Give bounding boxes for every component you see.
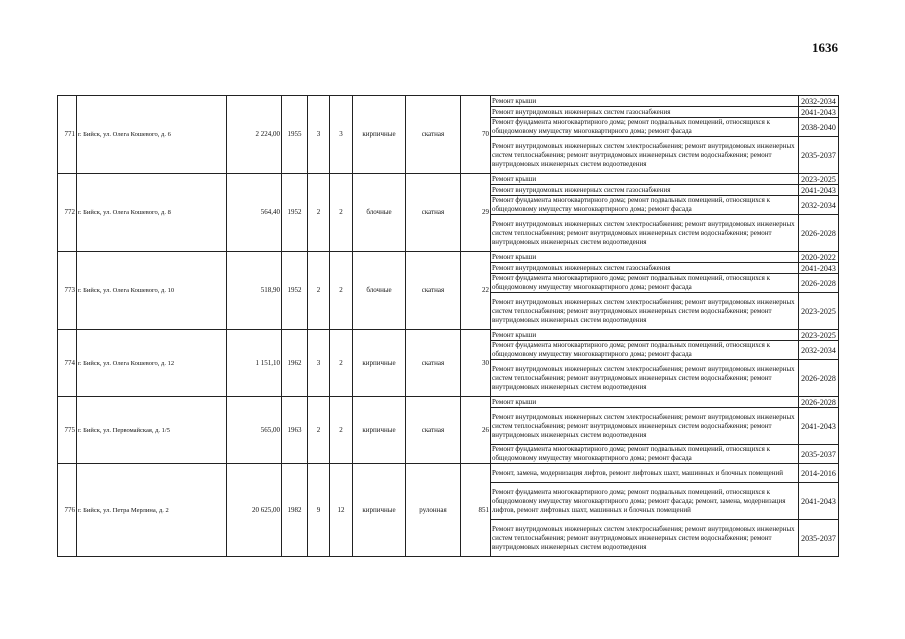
work-description: Ремонт крыши xyxy=(491,330,799,341)
work-description: Ремонт фундамента многоквартирного дома; ремонт подвальных помещений, относящихся к общедомовому имуществу многоквартирного дома; ремонт фасада xyxy=(491,196,799,215)
work-description: Ремонт внутридомовых инженерных систем электроснабжения; ремонт внутридомовых инженерных систем теплоснабжения; ремонт внутридомовых инженерных систем водоснабжения; ремонт внутридомовых инженерных систем водоотведения xyxy=(491,293,799,330)
work-period: 2026-2028 xyxy=(799,274,839,293)
work-description: Ремонт крыши xyxy=(491,96,799,107)
residents-count: 70 xyxy=(461,96,491,174)
wall-material: кирпичные xyxy=(353,397,406,464)
house-year: 1963 xyxy=(282,397,308,464)
wall-material: кирпичные xyxy=(353,330,406,397)
house-floors-max: 2 xyxy=(330,330,353,397)
work-description: Ремонт внутридомовых инженерных систем электроснабжения; ремонт внутридомовых инженерных систем теплоснабжения; ремонт внутридомовых инженерных систем водоснабжения; ремонт внутридомовых инженерных систем водоотведения xyxy=(491,215,799,252)
house-number: 774 xyxy=(58,330,77,397)
work-period: 2041-2043 xyxy=(799,483,839,520)
work-period: 2023-2025 xyxy=(799,174,839,185)
house-year: 1952 xyxy=(282,252,308,330)
work-description: Ремонт внутридомовых инженерных систем газоснабжения xyxy=(491,185,799,196)
house-floors: 2 xyxy=(308,397,330,464)
wall-material: блочные xyxy=(353,252,406,330)
house-floors-max: 3 xyxy=(330,96,353,174)
house-year: 1982 xyxy=(282,464,308,557)
wall-material: кирпичные xyxy=(353,464,406,557)
work-period: 2041-2043 xyxy=(799,263,839,274)
work-period: 2041-2043 xyxy=(799,185,839,196)
roof-type: скатная xyxy=(406,252,461,330)
work-period: 2026-2028 xyxy=(799,397,839,408)
work-period: 2026-2028 xyxy=(799,360,839,397)
house-number: 775 xyxy=(58,397,77,464)
house-year: 1952 xyxy=(282,174,308,252)
work-period: 2038-2040 xyxy=(799,118,839,137)
house-area: 1 151,10 xyxy=(227,330,282,397)
table-row xyxy=(58,174,839,185)
work-description: Ремонт фундамента многоквартирного дома; ремонт подвальных помещений, относящихся к общедомовому имуществу многоквартирного дома; ремонт фасада; ремонт, замена, модернизация лифтов, ремонт лифтовых шахт, машинных и блочных помещений xyxy=(491,483,799,520)
roof-type: скатная xyxy=(406,330,461,397)
house-area: 564,40 xyxy=(227,174,282,252)
house-floors-max: 2 xyxy=(330,252,353,330)
work-period: 2041-2043 xyxy=(799,107,839,118)
work-description: Ремонт крыши xyxy=(491,252,799,263)
house-floors-max: 2 xyxy=(330,397,353,464)
table-row xyxy=(58,96,839,107)
work-description: Ремонт внутридомовых инженерных систем электроснабжения; ремонт внутридомовых инженерных систем теплоснабжения; ремонт внутридомовых инженерных систем водоснабжения; ремонт внутридомовых инженерных систем водоотведения xyxy=(491,360,799,397)
wall-material: кирпичные xyxy=(353,96,406,174)
work-period: 2035-2037 xyxy=(799,520,839,557)
work-description: Ремонт внутридомовых инженерных систем электроснабжения; ремонт внутридомовых инженерных систем теплоснабжения; ремонт внутридомовых инженерных систем водоснабжения; ремонт внутридомовых инженерных систем водоотведения xyxy=(491,137,799,174)
work-period: 2032-2034 xyxy=(799,196,839,215)
residents-count: 26 xyxy=(461,397,491,464)
house-floors: 2 xyxy=(308,252,330,330)
work-description: Ремонт внутридомовых инженерных систем электроснабжения; ремонт внутридомовых инженерных систем теплоснабжения; ремонт внутридомовых инженерных систем водоснабжения; ремонт внутридомовых инженерных систем водоотведения xyxy=(491,408,799,445)
house-number: 772 xyxy=(58,174,77,252)
house-year: 1955 xyxy=(282,96,308,174)
house-address: г. Бийск, ул. Первомайская, д. 1/5 xyxy=(77,397,227,464)
house-floors-max: 12 xyxy=(330,464,353,557)
roof-type: скатная xyxy=(406,96,461,174)
work-period: 2020-2022 xyxy=(799,252,839,263)
roof-type: скатная xyxy=(406,397,461,464)
work-period: 2023-2025 xyxy=(799,293,839,330)
work-description: Ремонт внутридомовых инженерных систем газоснабжения xyxy=(491,263,799,274)
house-number: 776 xyxy=(58,464,77,557)
house-address: г. Бийск, ул. Олега Кошевого, д. 10 xyxy=(77,252,227,330)
table-row xyxy=(58,464,839,483)
work-period: 2041-2043 xyxy=(799,408,839,445)
work-description: Ремонт крыши xyxy=(491,397,799,408)
work-description: Ремонт крыши xyxy=(491,174,799,185)
work-description: Ремонт фундамента многоквартирного дома; ремонт подвальных помещений, относящихся к общедомовому имуществу многоквартирного дома; ремонт фасада xyxy=(491,341,799,360)
table-row xyxy=(58,252,839,263)
house-area: 518,90 xyxy=(227,252,282,330)
wall-material: блочные xyxy=(353,174,406,252)
residents-count: 22 xyxy=(461,252,491,330)
house-address: г. Бийск, ул. Олега Кошевого, д. 6 xyxy=(77,96,227,174)
house-area: 2 224,00 xyxy=(227,96,282,174)
residents-count: 29 xyxy=(461,174,491,252)
work-description: Ремонт, замена, модернизация лифтов, ремонт лифтовых шахт, машинных и блочных помещений xyxy=(491,464,799,483)
roof-type: рулонная xyxy=(406,464,461,557)
work-description: Ремонт фундамента многоквартирного дома; ремонт подвальных помещений, относящихся к общедомовому имуществу многоквартирного дома; ремонт фасада xyxy=(491,445,799,464)
page-number: 1636 xyxy=(812,40,838,55)
house-area: 565,00 xyxy=(227,397,282,464)
house-floors-max: 2 xyxy=(330,174,353,252)
house-area: 20 625,00 xyxy=(227,464,282,557)
work-period: 2035-2037 xyxy=(799,137,839,174)
house-floors: 9 xyxy=(308,464,330,557)
house-floors: 3 xyxy=(308,96,330,174)
house-address: г. Бийск, ул. Олега Кошевого, д. 12 xyxy=(77,330,227,397)
house-number: 773 xyxy=(58,252,77,330)
roof-type: скатная xyxy=(406,174,461,252)
table-row xyxy=(58,397,839,408)
work-period: 2014-2016 xyxy=(799,464,839,483)
work-description: Ремонт фундамента многоквартирного дома; ремонт подвальных помещений, относящихся к общедомовому имуществу многоквартирного дома; ремонт фасада xyxy=(491,118,799,137)
house-year: 1962 xyxy=(282,330,308,397)
house-floors: 2 xyxy=(308,174,330,252)
work-description: Ремонт внутридомовых инженерных систем газоснабжения xyxy=(491,107,799,118)
work-period: 2026-2028 xyxy=(799,215,839,252)
table-row xyxy=(58,330,839,341)
work-period: 2032-2034 xyxy=(799,341,839,360)
house-number: 771 xyxy=(58,96,77,174)
work-description: Ремонт внутридомовых инженерных систем электроснабжения; ремонт внутридомовых инженерных систем теплоснабжения; ремонт внутридомовых инженерных систем водоснабжения; ремонт внутридомовых инженерных систем водоотведения xyxy=(491,520,799,557)
work-description: Ремонт фундамента многоквартирного дома; ремонт подвальных помещений, относящихся к общедомовому имуществу многоквартирного дома; ремонт фасада xyxy=(491,274,799,293)
work-period: 2023-2025 xyxy=(799,330,839,341)
house-floors: 3 xyxy=(308,330,330,397)
work-period: 2035-2037 xyxy=(799,445,839,464)
house-address: г. Бийск, ул. Петра Мерлина, д. 2 xyxy=(77,464,227,557)
residents-count: 30 xyxy=(461,330,491,397)
work-period: 2032-2034 xyxy=(799,96,839,107)
residents-count: 851 xyxy=(461,464,491,557)
house-address: г. Бийск, ул. Олега Кошевого, д. 8 xyxy=(77,174,227,252)
repair-schedule-table xyxy=(57,95,839,557)
